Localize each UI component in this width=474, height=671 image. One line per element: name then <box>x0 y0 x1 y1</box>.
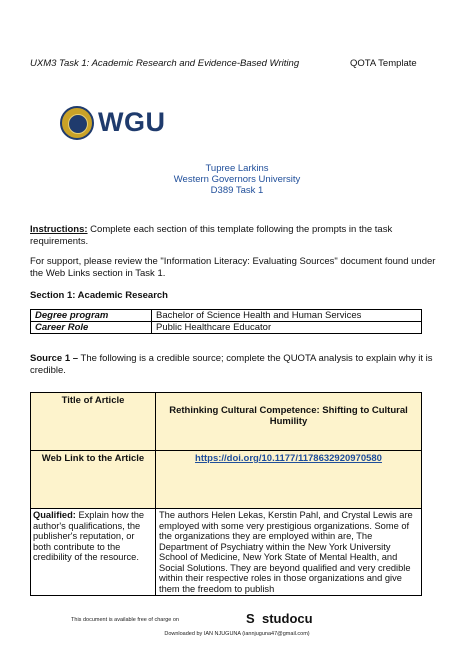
degree-program-label: Degree program <box>31 310 152 322</box>
section-1-title: Section 1: Academic Research <box>30 290 168 301</box>
author-course: D389 Task 1 <box>210 185 264 196</box>
author-name: Tupree Larkins <box>205 163 269 174</box>
web-link-label: Web Link to the Article <box>31 451 156 509</box>
support-text: For support, please review the "Information Literacy: Evaluating Sources" document found under the Web Links section in Task 1. <box>30 256 436 279</box>
qualified-label-cell <box>31 509 156 596</box>
qualified-prompt: Explain how the author's qualifications, the publisher's reputation, or both contribute to the credibility of the resource. <box>33 510 145 562</box>
table-row <box>31 393 422 451</box>
table-row <box>31 322 422 334</box>
title-of-article-label: Title of Article <box>31 393 156 451</box>
footer-available-note: This document is available free of charge on <box>71 617 179 623</box>
instructions <box>30 224 444 247</box>
web-link-cell <box>156 451 422 509</box>
studocu-logo-icon: S <box>246 611 255 626</box>
source-1-label: Source 1 – <box>30 353 79 364</box>
source-1-text: The following is a credible source; complete the QUOTA analysis to explain why it is credible. <box>30 353 433 376</box>
table-row <box>31 509 422 596</box>
instructions-text: Complete each section of this template following the prompts in the task requirements. <box>30 224 393 247</box>
studocu-brand[interactable]: studocu <box>262 611 313 626</box>
instructions-label: Instructions: <box>30 224 88 235</box>
qualified-answer: The authors Helen Lekas, Kerstin Pahl, and Crystal Lewis are employed with some very prestigious organizations. Some of the organizations they are employed within are, The Department of Psychiatry within the New York University School of Medicine, New York State of Mental Health, and Social Solutions. They are beyond qualified and very credible within their respective roles in those organizations and give them the freedom to publish <box>156 509 422 596</box>
academic-research-table <box>30 309 422 334</box>
title-of-article-cell <box>156 393 422 451</box>
quota-table <box>30 392 422 596</box>
wgu-logo <box>60 106 170 142</box>
source-1-intro <box>30 353 444 376</box>
document-header-title: UXM3 Task 1: Academic Research and Evidence-Based Writing <box>30 58 300 69</box>
author-school: Western Governors University <box>173 174 301 185</box>
wgu-logo-text: WGU <box>98 107 166 137</box>
footer-downloaded-by: Downloaded by IAN NJUGUNA (iannjuguna47@gmail.com) <box>164 631 310 637</box>
title-of-article-value: Rethinking Cultural Competence: Shifting to Cultural Humility <box>169 405 408 427</box>
career-role-label: Career Role <box>31 322 152 334</box>
article-link[interactable]: https://doi.org/10.1177/1178632920970580 <box>195 453 382 464</box>
wgu-seal-icon <box>60 106 94 140</box>
career-role-value: Public Healthcare Educator <box>152 322 422 334</box>
table-row <box>31 451 422 509</box>
qualified-label: Qualified: <box>33 510 76 520</box>
degree-program-value: Bachelor of Science Health and Human Services <box>152 310 422 322</box>
document-header-template: QOTA Template <box>350 58 417 69</box>
table-row <box>31 310 422 322</box>
